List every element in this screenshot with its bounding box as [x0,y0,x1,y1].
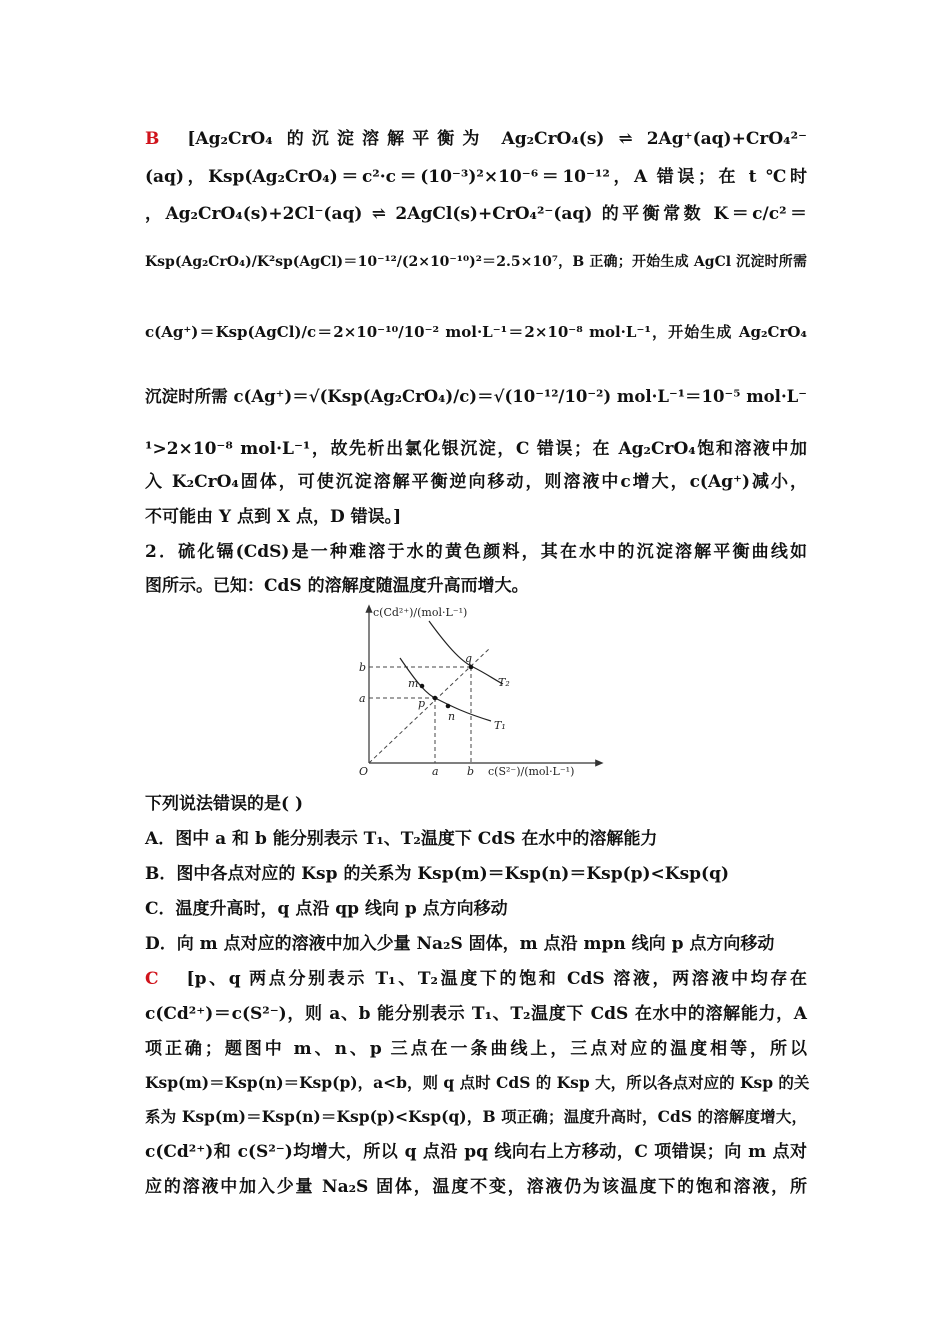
text-line [145,1140,807,1164]
text-line [145,250,807,274]
text-line [145,437,807,461]
line-text: c(Cd²⁺)和 c(S²⁻)均增大，所以 q 点沿 pq 线向右上方移动，C 项错误；向 m 点对 [145,1142,807,1162]
text-line [145,1037,807,1061]
text-line [145,862,807,886]
text-line [145,320,807,344]
line-text: ，Ag₂CrO₄(s)+2Cl⁻(aq) ⇌ 2AgCl(s)+CrO₄²⁻(aq) 的平衡常数 K＝c/c²＝ [145,204,807,224]
label-q: q [465,652,473,665]
text-line [145,897,807,921]
line-text: ¹>2×10⁻⁸ mol·L⁻¹，故先析出氯化银沉淀，C 错误；在 Ag₂CrO₄饱和溶液中加 [145,439,807,459]
y-tick-b: b [359,661,367,674]
line-text: Ksp(m)＝Ksp(n)＝Ksp(p)，a<b，则 q 点时 CdS 的 Ksp 大，所以各点对应的 Ksp 的关 [145,1073,810,1092]
text-line [145,1175,807,1199]
answer-letter: B [145,129,160,149]
label-m: m [408,677,419,690]
line-text: 下列说法错误的是( ) [145,794,304,814]
line-text: 应的溶液中加入少量 Na₂S 固体，温度不变，溶液仍为该温度下的饱和溶液，所 [145,1177,807,1197]
y-axis-label: c(Cd²⁺)/(mol·L⁻¹) [373,606,468,619]
text-line [145,1071,810,1095]
line-text: [Ag₂CrO₄ 的沉淀溶解平衡为 Ag₂CrO₄(s) ⇌ 2Ag⁺(aq)+CrO₄²⁻ [187,129,807,149]
x-axis-label: c(S²⁻)/(mol·L⁻¹) [488,765,575,778]
line-text: 项正确；题图中 m、n、p 三点在一条曲线上，三点对应的温度相等，所以 [145,1039,807,1059]
x-tick-b: b [467,765,475,778]
text-line [145,165,807,189]
point-m [420,684,425,689]
line-text: [p、q 两点分别表示 T₁、T₂温度下的饱和 CdS 溶液，两溶液中均存在 [186,969,807,989]
line-text: 沉淀时所需 c(Ag⁺)＝√(Ksp(Ag₂CrO₄)/c)＝√(10⁻¹²/10⁻²) mol·L⁻¹＝10⁻⁵ mol·L⁻ [145,387,807,406]
line-text: B．图中各点对应的 Ksp 的关系为 Ksp(m)＝Ksp(n)＝Ksp(p)<Ksp(q) [145,864,730,884]
text-line [145,827,807,851]
solubility-curve-figure [355,603,605,783]
line-text: 入 K₂CrO₄固体，可使沉淀溶解平衡逆向移动，则溶液中c增大，c(Ag⁺)减小， [145,472,807,492]
text-line [145,932,807,956]
text-line [145,967,807,991]
line-text: c(Cd²⁺)＝c(S²⁻)，则 a、b 能分别表示 T₁、T₂温度下 CdS 在水中的溶解能力，A [145,1004,807,1024]
line-text: 不可能由 Y 点到 X 点，D 错误。] [145,507,402,527]
label-p: p [418,697,426,710]
x-tick-a: a [432,765,439,778]
point-p [433,696,438,701]
text-line [145,470,807,494]
label-n: n [448,710,456,723]
line-text: Ksp(Ag₂CrO₄)/K²sp(AgCl)＝10⁻¹²/(2×10⁻¹⁰)²＝2.5×10⁷，B 正确；开始生成 AgCl 沉淀时所需 [145,254,807,270]
line-text: c(Ag⁺)＝Ksp(AgCl)/c＝2×10⁻¹⁰/10⁻² mol·L⁻¹＝2×10⁻⁸ mol·L⁻¹，开始生成 Ag₂CrO₄ [145,323,807,341]
origin-label: O [359,765,369,778]
line-text: 系为 Ksp(m)＝Ksp(n)＝Ksp(p)<Ksp(q)，B 项正确；温度升高时，CdS 的溶解度增大， [145,1107,807,1126]
y-tick-a: a [359,692,366,705]
line-text: 2．硫化镉(CdS)是一种难溶于水的黄色颜料，其在水中的沉淀溶解平衡曲线如 [145,542,807,562]
line-text: A．图中 a 和 b 能分别表示 T₁、T₂温度下 CdS 在水中的溶解能力 [145,829,658,849]
line-text: (aq)，Ksp(Ag₂CrO₄)＝c²·c＝(10⁻³)²×10⁻⁶＝10⁻¹²，A 错误；在 t ℃时 [145,167,807,187]
text-line [145,574,807,598]
line-text: D．向 m 点对应的溶液中加入少量 Na₂S 固体，m 点沿 mpn 线向 p 点方向移动 [145,934,775,954]
point-n [446,704,451,709]
text-line [145,385,807,409]
text-line [145,540,807,564]
text-line [145,505,807,529]
label-t1: T₁ [494,719,506,732]
label-t2: T₂ [498,676,510,689]
text-line [145,1105,807,1129]
text-line [145,1002,807,1026]
line-text: 图所示。已知：CdS 的溶解度随温度升高而增大。 [145,576,529,596]
text-line [145,127,807,151]
text-line [145,792,807,816]
point-q [469,665,474,670]
line-text: C．温度升高时，q 点沿 qp 线向 p 点方向移动 [145,899,508,919]
answer-letter: C [145,969,159,989]
text-line [145,202,807,226]
